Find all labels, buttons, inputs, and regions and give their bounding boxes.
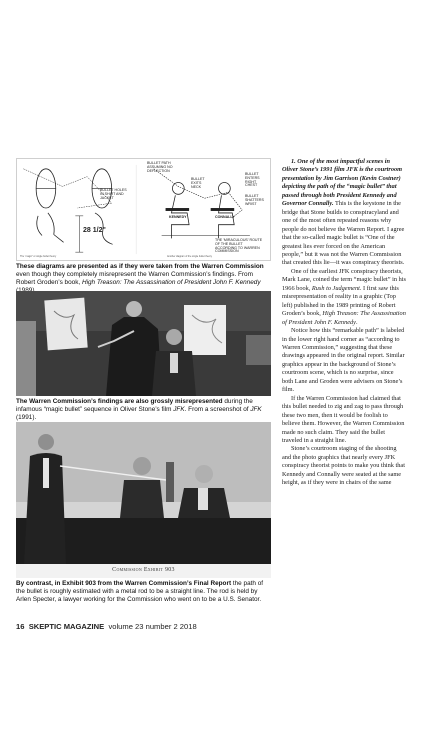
exhibit-903-photo <box>16 422 271 578</box>
caption-diagrams: These diagrams are presented as if they were taken from the Warren Commission even though they completely misrepresent the Warren Commission’s findings. From Robert Groden’s book, High Treason: The Assassination of President John F. Kennedy <box>16 263 264 286</box>
article-paragraph-3: Notice how this “remarkable path” is labeled in the lower right hand corner as “according to Warren Commission,” suggesting that these drawings appeared in the original report. Similar graphics appear in the background of Stone’s courtroom scene, which is no surprise, since both Lane and Groden were advisers on Stone’s film. <box>282 327 405 394</box>
caption-film: The Warren Commission’s findings are also grossly misrepresented during the infamous “magic bullet” sequence in Oliver Stone’s film JFK. From a screenshot of JFK (1991). <box>16 398 262 421</box>
diagram-left-caption: The “magic” or single bullet theory <box>20 255 57 258</box>
label-kennedy: KENNEDY <box>169 215 187 219</box>
article-paragraph-2: One of the earliest JFK conspiracy theorists, Mark Lane, coined the term “magic bullet” in his 1966 book, Rush to Judgement. I first saw this misrepresentation of reality in a graphic (Top left) published in the 1989 printing of Robert Groden’s book, High Treason: The Assassination of President John F. Kennedy. <box>282 267 406 326</box>
label-bullet-enters: BULLET ENTERS RIGHT CHEST <box>245 172 260 188</box>
exhibit-label: Commission Exhibit 903 <box>112 567 175 573</box>
issue-info: volume 23 number 2 2018 <box>108 622 197 631</box>
article-body <box>282 158 406 488</box>
magic-bullet-diagrams <box>16 158 271 261</box>
label-bottom-note: THE 'MIRACULOUS' ROUTE OF THE BULLET ACCORDING TO WARREN COMMISSION <box>215 238 263 254</box>
label-dimension: 28 1/2" <box>83 227 106 234</box>
label-bullet-exits: BULLET EXITS NECK <box>191 177 205 189</box>
article-paragraph-4: If the Warren Commission had claimed that this bullet needed to zig and zag to pass through these two men, then it would be foolish to believe them. However, the Warren Commission made no such claim. They said the bullet traveled in a straight line. <box>282 394 405 444</box>
film-still-drawing <box>16 291 271 396</box>
diagram-right-caption: Another diagram of the single bullet theory <box>167 255 212 258</box>
label-bullet-path: BULLET PATH ASSUMING NO DEFLECTION <box>147 161 173 173</box>
article-paragraph-5: Stone’s courtroom staging of the shooting and the photo graphics that nearly every JFK conspiracy theorist points to make you think that Kennedy and Connally were seated at the same height, as if they were in chairs of the same <box>282 445 405 487</box>
page-number: 16 <box>16 622 25 631</box>
pull-quote: 1. One of the most impactful scenes in Oliver Stone’s 1991 film JFK is the courtroom presentation by Jim Garrison (Kevin Costner) depicting the path of the “magic bullet” that passed through both President Kennedy and Governor Connally. <box>282 158 403 208</box>
caption-exhibit: By contrast, in Exhibit 903 from the Warren Commission’s Final Report the path of the bullet is roughly estimated with a metal rod to be a straight line. The rod is held by Arlen Specter, a lawyer working for the Commission who went on to be a U.S. Senator. <box>16 580 264 603</box>
exhibit-photo-drawing <box>16 422 271 578</box>
jfk-film-still <box>16 291 271 396</box>
label-bullet-wrist: BULLET SHATTERS WRIST <box>245 194 264 206</box>
label-bullet-holes: BULLET HOLES IN SHIRT AND JACKET <box>100 188 127 200</box>
label-connally: CONNALLY <box>215 215 235 219</box>
article-paragraph-1: 1. One of the most impactful scenes in Oliver Stone’s 1991 film JFK is the courtroom presentation by Jim Garrison (Kevin Costner) depicting the path of the “magic bullet” that passed through both President Kennedy and Governor Connally. This is the keystone in the bridge that Stone builds to conspiracyland and one of the most often repeated reasons why people do not believe the Warren Report. I agree that the so-called magic bullet is “One of the greatest lies ever forced on the American people,” but it was not the Warren Commission that created this lie—it was conspiracy theorists. <box>282 158 405 267</box>
page-footer <box>16 622 197 631</box>
magazine-name: SKEPTIC MAGAZINE <box>28 622 105 631</box>
